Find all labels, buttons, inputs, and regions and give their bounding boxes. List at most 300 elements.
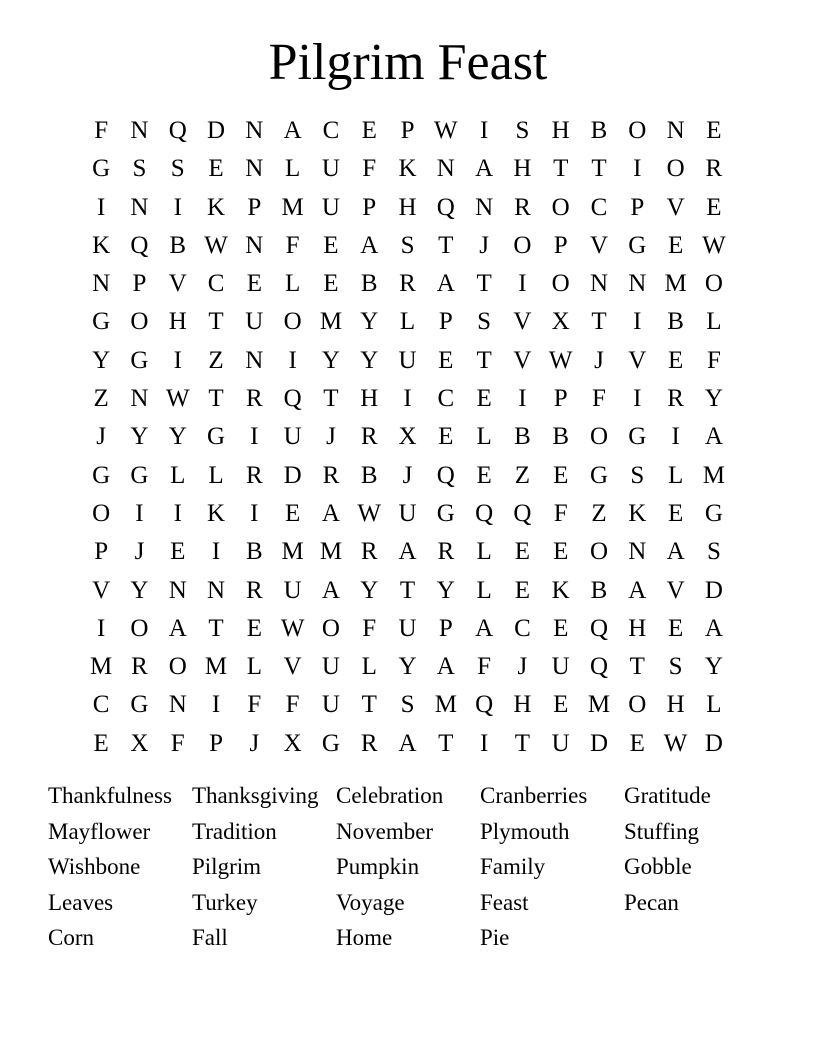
grid-letter[interactable]: I	[288, 346, 297, 374]
grid-letter[interactable]: P	[362, 193, 377, 221]
grid-letter[interactable]: U	[551, 729, 570, 757]
grid-letter[interactable]: Y	[92, 346, 111, 374]
grid-letter[interactable]: X	[283, 729, 302, 757]
grid-letter[interactable]: T	[438, 231, 454, 259]
word-list-item: Pecan	[624, 889, 679, 915]
grid-letter[interactable]: K	[398, 155, 417, 183]
grid-letter[interactable]: F	[285, 691, 300, 719]
grid-letter[interactable]: C	[322, 117, 340, 144]
grid-letter[interactable]: O	[513, 231, 532, 259]
word-list-item: Corn	[48, 925, 94, 951]
grid-letter[interactable]: O	[551, 193, 570, 221]
grid-letter[interactable]: C	[92, 691, 110, 719]
grid-letter[interactable]: B	[590, 117, 608, 144]
grid-letter[interactable]: U	[321, 691, 340, 719]
grid-letter[interactable]: F	[285, 231, 300, 259]
grid-letter[interactable]: E	[438, 423, 454, 451]
grid-letter[interactable]: C	[590, 193, 608, 221]
grid-letter[interactable]: A	[475, 614, 494, 642]
grid-letter[interactable]: G	[321, 729, 340, 757]
grid-letter[interactable]: F	[592, 385, 606, 413]
grid-letter[interactable]: Z	[208, 346, 224, 374]
grid-letter[interactable]: F	[553, 499, 568, 527]
grid-letter[interactable]: P	[132, 270, 147, 298]
grid-letter[interactable]: Q	[589, 614, 609, 642]
grid-letter[interactable]: J	[96, 423, 107, 451]
grid-row	[82, 418, 733, 456]
grid-letter[interactable]: L	[476, 423, 492, 451]
grid-letter[interactable]: H	[513, 691, 532, 719]
grid-letter[interactable]: M	[587, 691, 611, 719]
grid-letter[interactable]: E	[476, 385, 492, 413]
grid-letter[interactable]: P	[209, 729, 223, 757]
grid-letter[interactable]: G	[628, 231, 647, 259]
grid-letter[interactable]: E	[246, 614, 262, 642]
grid-letter[interactable]: V	[513, 346, 532, 374]
grid-letter[interactable]: U	[398, 346, 417, 374]
grid-letter[interactable]: L	[284, 270, 301, 298]
grid-letter[interactable]: L	[399, 308, 416, 336]
grid-letter[interactable]: X	[130, 729, 149, 757]
grid-letter[interactable]: L	[246, 653, 262, 681]
grid-letter[interactable]: F	[362, 155, 377, 183]
grid-letter[interactable]: O	[130, 308, 149, 336]
grid-letter[interactable]: E	[667, 614, 684, 642]
grid-letter[interactable]: M	[281, 538, 304, 566]
grid-letter[interactable]: Y	[704, 385, 723, 413]
grid-letter[interactable]: E	[323, 231, 339, 259]
grid-letter[interactable]: Q	[130, 231, 149, 259]
grid-letter[interactable]: X	[398, 423, 417, 451]
grid-letter[interactable]: M	[319, 538, 343, 566]
grid-letter[interactable]: N	[628, 538, 647, 566]
grid-letter[interactable]: J	[402, 461, 413, 489]
grid-letter[interactable]: I	[211, 538, 221, 566]
grid-letter[interactable]: A	[475, 155, 494, 183]
grid-letter[interactable]: K	[551, 576, 570, 604]
grid-letter[interactable]: O	[589, 538, 609, 566]
grid-letter[interactable]: E	[361, 117, 377, 144]
word-list-item: Mayflower	[48, 818, 151, 844]
grid-letter[interactable]: T	[476, 346, 492, 374]
grid-letter[interactable]: H	[551, 117, 570, 144]
grid-letter[interactable]: Y	[168, 423, 187, 451]
grid-letter[interactable]: E	[553, 538, 569, 566]
grid-letter[interactable]: I	[518, 270, 527, 298]
grid-letter[interactable]: L	[667, 461, 684, 489]
grid-letter[interactable]: H	[398, 193, 417, 221]
grid-letter[interactable]: I	[96, 614, 106, 642]
grid-letter[interactable]: P	[553, 385, 568, 413]
grid-letter[interactable]: F	[362, 614, 377, 642]
grid-letter[interactable]: K	[207, 193, 226, 221]
grid-letter[interactable]: T	[208, 614, 224, 642]
grid-letter[interactable]: L	[476, 576, 492, 604]
grid-letter[interactable]: P	[438, 308, 453, 336]
grid-letter[interactable]: J	[326, 423, 336, 451]
grid-letter[interactable]: N	[245, 117, 264, 144]
grid-letter[interactable]: A	[168, 614, 187, 642]
grid-letter[interactable]: V	[92, 576, 111, 604]
grid-letter[interactable]: A	[321, 576, 340, 604]
grid-row	[82, 342, 733, 380]
grid-letter[interactable]: U	[551, 653, 570, 681]
grid-letter[interactable]: D	[704, 729, 723, 757]
grid-letter[interactable]: N	[245, 231, 264, 259]
grid-letter[interactable]: N	[666, 117, 685, 144]
grid-letter[interactable]: Z	[591, 499, 607, 527]
grid-letter[interactable]: N	[475, 193, 494, 221]
grid-letter[interactable]: C	[437, 385, 455, 413]
grid-letter[interactable]: S	[170, 155, 185, 183]
grid-letter[interactable]: Q	[168, 117, 187, 144]
grid-letter[interactable]: E	[706, 117, 722, 144]
grid-letter[interactable]: F	[706, 346, 721, 374]
grid-letter[interactable]: J	[479, 231, 489, 259]
grid-letter[interactable]: S	[668, 653, 683, 681]
grid-letter[interactable]: L	[476, 538, 492, 566]
grid-letter[interactable]: R	[514, 193, 531, 221]
grid-letter[interactable]: S	[706, 538, 721, 566]
grid-letter[interactable]: W	[280, 614, 305, 642]
grid-letter[interactable]: Q	[283, 385, 302, 413]
grid-letter[interactable]: U	[245, 308, 264, 336]
grid-letter[interactable]: P	[553, 231, 568, 259]
grid-letter[interactable]: E	[93, 729, 109, 757]
grid-letter[interactable]: L	[361, 653, 377, 681]
grid-letter[interactable]: T	[208, 308, 224, 336]
grid-letter[interactable]: C	[207, 270, 225, 298]
grid-letter[interactable]: V	[666, 576, 685, 604]
grid-letter[interactable]: R	[245, 461, 263, 489]
grid-letter[interactable]: S	[400, 691, 415, 719]
grid-letter[interactable]: A	[398, 538, 417, 566]
grid-letter[interactable]: M	[319, 308, 343, 336]
grid-letter[interactable]: E	[553, 614, 569, 642]
grid-letter[interactable]: S	[132, 155, 147, 183]
grid-letter[interactable]: B	[360, 461, 378, 489]
grid-letter[interactable]: A	[436, 653, 455, 681]
grid-letter[interactable]: P	[438, 614, 453, 642]
grid-letter[interactable]: A	[704, 614, 723, 642]
grid-letter[interactable]: I	[633, 155, 642, 183]
grid-letter[interactable]: O	[130, 614, 149, 642]
grid-letter[interactable]: E	[323, 270, 339, 298]
grid-letter[interactable]: N	[168, 576, 187, 604]
word-list-item: Plymouth	[480, 818, 570, 844]
grid-letter[interactable]: I	[211, 691, 221, 719]
grid-letter[interactable]: B	[552, 423, 570, 451]
grid-letter[interactable]: P	[94, 538, 109, 566]
grid-letter[interactable]: E	[514, 538, 531, 566]
grid-letter[interactable]: O	[283, 308, 302, 336]
grid-letter[interactable]: K	[207, 499, 226, 527]
grid-letter[interactable]: V	[168, 270, 187, 298]
grid-row	[82, 150, 733, 188]
grid-letter[interactable]: R	[360, 729, 378, 757]
grid-letter[interactable]: Q	[436, 461, 455, 489]
grid-letter[interactable]: E	[629, 729, 645, 757]
grid-letter[interactable]: Y	[436, 576, 455, 604]
grid-letter[interactable]: Q	[436, 193, 455, 221]
grid-letter[interactable]: H	[360, 385, 379, 413]
grid-letter[interactable]: M	[664, 270, 687, 298]
grid-letter[interactable]: E	[553, 691, 569, 719]
grid-letter[interactable]: A	[628, 576, 647, 604]
grid-letter[interactable]: H	[513, 155, 532, 183]
grid-letter[interactable]: W	[434, 117, 458, 144]
grid-letter[interactable]: T	[553, 155, 569, 183]
grid-letter[interactable]: N	[92, 270, 111, 298]
grid-letter[interactable]: I	[96, 193, 106, 221]
grid-letter[interactable]: O	[628, 691, 647, 719]
grid-letter[interactable]: Z	[93, 385, 109, 413]
grid-letter[interactable]: B	[514, 423, 531, 451]
grid-letter[interactable]: R	[399, 270, 416, 298]
grid-letter[interactable]: Q	[475, 691, 494, 719]
grid-letter[interactable]: U	[398, 499, 417, 527]
grid-letter[interactable]: O	[666, 155, 685, 183]
grid-letter[interactable]: L	[706, 308, 722, 336]
grid-letter[interactable]: G	[628, 423, 647, 451]
grid-letter[interactable]: R	[245, 385, 263, 413]
grid-letter[interactable]: P	[400, 117, 415, 144]
grid-letter[interactable]: Y	[360, 576, 379, 604]
grid-letter[interactable]: Y	[130, 423, 149, 451]
grid-letter[interactable]: A	[360, 231, 379, 259]
grid-letter[interactable]: D	[207, 117, 226, 144]
grid-letter[interactable]: M	[434, 691, 457, 719]
grid-letter[interactable]: N	[628, 270, 647, 298]
grid-letter[interactable]: H	[168, 308, 187, 336]
grid-letter[interactable]: Y	[130, 576, 149, 604]
grid-letter[interactable]: Q	[475, 499, 494, 527]
grid-letter[interactable]: S	[630, 461, 645, 489]
grid-letter[interactable]: G	[436, 499, 455, 527]
grid-letter[interactable]: K	[92, 231, 111, 259]
grid-letter[interactable]: V	[589, 231, 609, 259]
grid-letter[interactable]: A	[321, 499, 340, 527]
grid-letter[interactable]: A	[283, 117, 302, 144]
grid-letter[interactable]: J	[594, 346, 604, 374]
grid-letter[interactable]: I	[173, 499, 182, 527]
grid-letter[interactable]: S	[400, 231, 415, 259]
word-list-item: Thanksgiving	[192, 783, 319, 808]
grid-letter[interactable]: I	[633, 308, 642, 336]
grid-letter[interactable]: A	[704, 423, 723, 451]
grid-letter[interactable]: X	[551, 308, 570, 336]
grid-letter[interactable]: E	[706, 193, 722, 221]
grid-letter[interactable]: S	[477, 308, 492, 336]
grid-row	[82, 380, 733, 418]
grid-letter[interactable]: E	[553, 461, 569, 489]
grid-letter[interactable]: Z	[514, 461, 531, 489]
grid-letter[interactable]: C	[514, 614, 531, 642]
grid-letter[interactable]: W	[548, 346, 573, 374]
grid-letter[interactable]: I	[250, 423, 259, 451]
grid-letter[interactable]: K	[628, 499, 647, 527]
grid-letter[interactable]: F	[94, 117, 109, 144]
grid-letter[interactable]: R	[437, 538, 455, 566]
grid-letter[interactable]: T	[591, 155, 607, 183]
grid-letter[interactable]: J	[249, 729, 260, 757]
grid-letter[interactable]: O	[589, 423, 609, 451]
grid-letter[interactable]: M	[204, 653, 228, 681]
grid-letter[interactable]: W	[702, 231, 726, 259]
grid-letter[interactable]: M	[90, 653, 113, 681]
grid-letter[interactable]: B	[360, 270, 378, 298]
grid-letter[interactable]: W	[357, 499, 382, 527]
grid-letter[interactable]: R	[322, 461, 340, 489]
grid-letter[interactable]: N	[130, 193, 149, 221]
grid-letter[interactable]: E	[667, 231, 684, 259]
grid-letter[interactable]: P	[630, 193, 645, 221]
grid-letter[interactable]: R	[360, 538, 378, 566]
grid-letter[interactable]: M	[281, 193, 304, 221]
grid-letter[interactable]: Y	[360, 346, 379, 374]
grid-letter[interactable]: R	[131, 653, 148, 681]
grid-letter[interactable]: F	[247, 691, 262, 719]
grid-letter[interactable]: I	[633, 385, 642, 413]
grid-letter[interactable]: V	[513, 308, 532, 336]
grid-letter[interactable]: L	[208, 461, 224, 489]
grid-letter[interactable]: I	[403, 385, 412, 413]
grid-letter[interactable]: Y	[704, 653, 723, 681]
grid-letter[interactable]: U	[321, 653, 340, 681]
grid-letter[interactable]: O	[168, 653, 187, 681]
grid-letter[interactable]: I	[173, 193, 182, 221]
grid-letter[interactable]: G	[704, 499, 723, 527]
grid-letter[interactable]: P	[247, 193, 262, 221]
grid-letter[interactable]: V	[666, 193, 685, 221]
grid-letter[interactable]: Y	[321, 346, 340, 374]
grid-letter[interactable]: V	[628, 346, 647, 374]
grid-letter[interactable]: J	[134, 538, 145, 566]
grid-letter[interactable]: F	[477, 653, 492, 681]
grid-letter[interactable]: E	[284, 499, 301, 527]
grid-letter[interactable]: G	[130, 691, 149, 719]
grid-letter[interactable]: E	[208, 155, 224, 183]
grid-letter[interactable]: E	[667, 499, 684, 527]
grid-letter[interactable]: U	[321, 193, 340, 221]
grid-letter[interactable]: O	[321, 614, 340, 642]
grid-letter[interactable]: T	[514, 729, 531, 757]
grid-letter[interactable]: I	[479, 117, 489, 144]
grid-letter[interactable]: I	[250, 499, 259, 527]
grid-letter[interactable]: J	[517, 653, 528, 681]
grid-letter[interactable]: R	[705, 155, 723, 183]
grid-letter[interactable]: I	[671, 423, 680, 451]
grid-letter[interactable]: E	[170, 538, 186, 566]
grid-letter[interactable]: N	[130, 385, 149, 413]
grid-letter[interactable]: I	[518, 385, 527, 413]
grid-letter[interactable]: T	[629, 653, 645, 681]
grid-letter[interactable]: G	[92, 308, 111, 336]
grid-letter[interactable]: W	[663, 729, 688, 757]
word-list-item: Voyage	[336, 889, 405, 915]
grid-letter[interactable]: N	[245, 346, 264, 374]
grid-letter[interactable]: Q	[589, 653, 609, 681]
grid-letter[interactable]: T	[323, 385, 339, 413]
grid-letter[interactable]: B	[590, 576, 608, 604]
grid-letter[interactable]: L	[170, 461, 186, 489]
grid-letter[interactable]: D	[283, 461, 302, 489]
grid-letter[interactable]: M	[702, 461, 726, 489]
grid-letter[interactable]: D	[589, 729, 609, 757]
grid-letter[interactable]: L	[706, 691, 722, 719]
grid-letter[interactable]: G	[92, 461, 111, 489]
grid-letter[interactable]: D	[704, 576, 723, 604]
grid-letter[interactable]: I	[479, 729, 489, 757]
grid-letter[interactable]: T	[591, 308, 607, 336]
grid-letter[interactable]: T	[476, 270, 492, 298]
grid-letter[interactable]: T	[438, 729, 454, 757]
grid-letter[interactable]: N	[245, 155, 264, 183]
grid-letter[interactable]: T	[361, 691, 377, 719]
grid-letter[interactable]: S	[515, 117, 530, 144]
grid-letter[interactable]: N	[130, 117, 149, 144]
word-list-item: Home	[336, 925, 393, 951]
grid-letter[interactable]: U	[398, 614, 417, 642]
grid-letter[interactable]: Q	[513, 499, 532, 527]
grid-letter[interactable]: E	[514, 576, 531, 604]
grid-letter[interactable]: B	[169, 231, 187, 259]
grid-letter[interactable]: E	[667, 346, 684, 374]
grid-letter[interactable]: U	[283, 576, 302, 604]
grid-letter[interactable]: N	[168, 691, 187, 719]
grid-letter[interactable]: E	[246, 270, 262, 298]
grid-letter[interactable]: E	[476, 461, 492, 489]
grid-letter[interactable]: W	[204, 231, 228, 259]
grid-letter[interactable]: F	[170, 729, 185, 757]
grid-letter[interactable]: T	[208, 385, 224, 413]
grid-letter[interactable]: I	[135, 499, 144, 527]
grid-letter[interactable]: Y	[360, 308, 379, 336]
grid-letter[interactable]: N	[589, 270, 609, 298]
grid-letter[interactable]: R	[360, 423, 378, 451]
grid-letter[interactable]: U	[283, 423, 302, 451]
grid-letter[interactable]: E	[438, 346, 454, 374]
grid-letter[interactable]: L	[284, 155, 301, 183]
grid-letter[interactable]: O	[628, 117, 647, 144]
grid-letter[interactable]: U	[321, 155, 340, 183]
grid-letter[interactable]: O	[92, 499, 111, 527]
grid-letter[interactable]: T	[399, 576, 416, 604]
grid-letter[interactable]: O	[704, 270, 723, 298]
grid-letter[interactable]: N	[436, 155, 455, 183]
grid-letter[interactable]: B	[667, 308, 684, 336]
grid-letter[interactable]: I	[173, 346, 182, 374]
grid-letter[interactable]: O	[551, 270, 570, 298]
grid-letter[interactable]: G	[207, 423, 226, 451]
grid-letter[interactable]: G	[130, 346, 149, 374]
grid-letter[interactable]: W	[165, 385, 190, 413]
grid-letter[interactable]: A	[666, 538, 685, 566]
grid-letter[interactable]: G	[589, 461, 609, 489]
grid-letter[interactable]: R	[245, 576, 263, 604]
grid-letter[interactable]: A	[398, 729, 417, 757]
grid-letter[interactable]: G	[130, 461, 149, 489]
grid-letter[interactable]: V	[283, 653, 302, 681]
grid-letter[interactable]: A	[436, 270, 455, 298]
grid-letter[interactable]: H	[628, 614, 647, 642]
grid-letter[interactable]: R	[667, 385, 684, 413]
grid-letter[interactable]: Y	[398, 653, 417, 681]
grid-letter[interactable]: B	[245, 538, 263, 566]
grid-letter[interactable]: H	[666, 691, 685, 719]
grid-letter[interactable]: N	[207, 576, 226, 604]
grid-letter[interactable]: G	[92, 155, 111, 183]
